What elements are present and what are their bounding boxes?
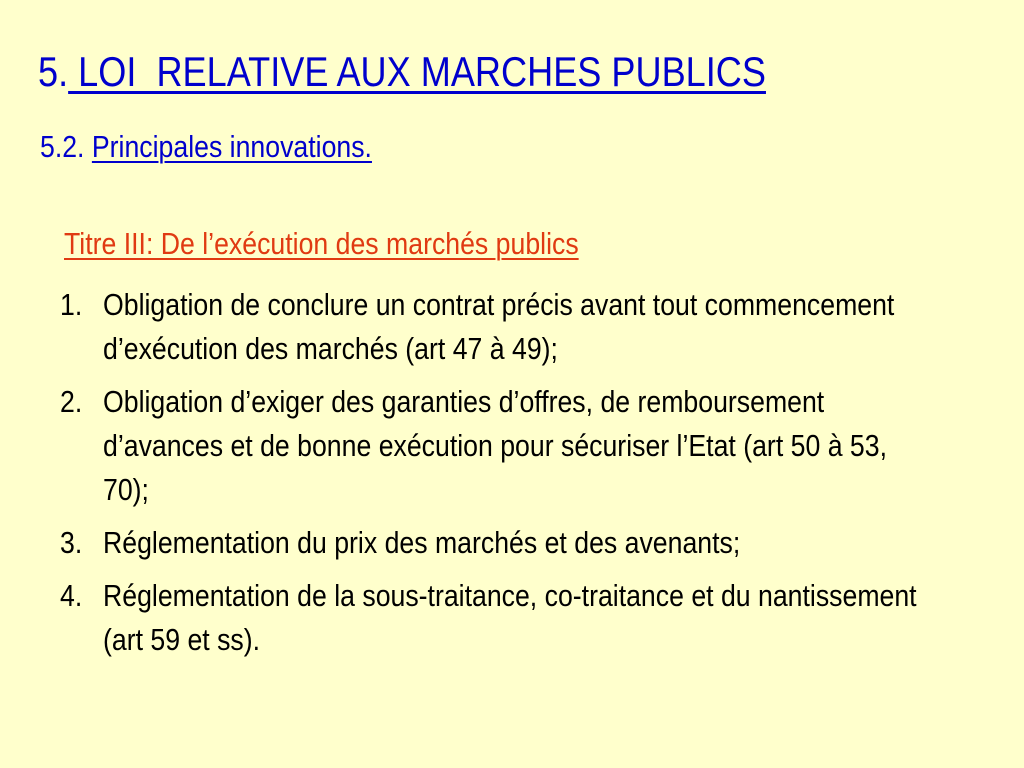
slide-title-number: 5.	[38, 48, 69, 95]
list-item-number: 2.	[60, 384, 83, 419]
list-item-number: 4.	[60, 578, 83, 613]
innovations-list	[60, 283, 939, 671]
list-item	[60, 380, 939, 512]
list-item-text: Obligation d’exiger des garanties d’offres, de remboursement d’avances et de bonne exécution pour sécuriser l’Etat (art 50 à 53, 70);	[103, 384, 887, 507]
slide-subtitle	[40, 129, 372, 165]
list-item-number: 1.	[60, 287, 83, 322]
list-item-text: Réglementation du prix des marchés et des avenants;	[103, 525, 741, 560]
list-item	[60, 521, 939, 565]
slide-subtitle-number: 5.2.	[40, 129, 92, 164]
slide-subtitle-text: Principales innovations.	[91, 129, 372, 164]
list-item-number: 3.	[60, 525, 83, 560]
section-heading: Titre III: De l’exécution des marchés publics	[64, 226, 579, 261]
list-item-text: Obligation de conclure un contrat précis avant tout commencement d’exécution des marchés (art 47 à 49);	[103, 287, 895, 366]
slide-title-text: LOI RELATIVE AUX MARCHES PUBLICS	[68, 48, 766, 95]
list-item-text: Réglementation de la sous-traitance, co-traitance et du nantissement (art 59 et ss).	[103, 578, 917, 657]
list-item	[60, 283, 939, 371]
list-item	[60, 574, 939, 662]
slide-title	[38, 48, 766, 96]
